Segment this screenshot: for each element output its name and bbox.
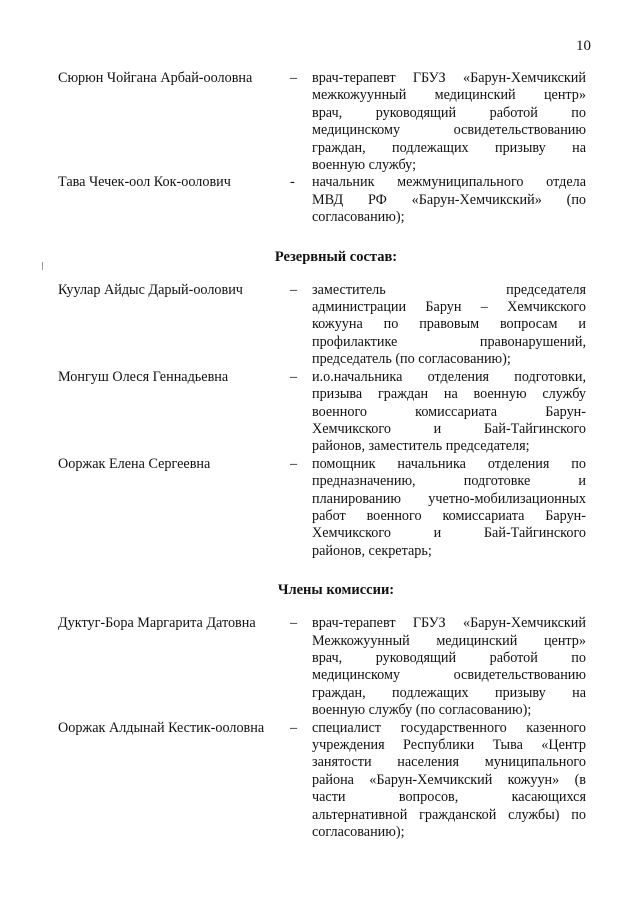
position-line: администрации Барун – Хемчикского [312, 299, 586, 316]
member-position [312, 369, 586, 456]
member-position [312, 615, 586, 719]
member-position [312, 70, 586, 174]
member-entry [58, 720, 586, 842]
position-line: медицинскому освидетельствованию [312, 667, 586, 684]
dash-separator: – [290, 281, 298, 298]
member-name: Сюрюн Чойгана Арбай-ооловна [58, 70, 253, 86]
member-name: Дуктуг-Бора Маргарита Датовна [58, 615, 256, 632]
member-entry [58, 282, 586, 369]
page-number: 10 [576, 38, 591, 54]
position-line: согласованию); [312, 824, 405, 841]
reserve-section-title: Резервный состав: [274, 248, 398, 265]
member-entry [58, 70, 586, 174]
position-line: помощник начальника отделения по [312, 455, 586, 472]
position-line: учреждения Республики Тыва «Центр [312, 737, 586, 753]
members-section-title: Члены комиссии: [277, 582, 395, 599]
member-entry [58, 456, 586, 560]
member-entry [58, 369, 586, 456]
member-name: Тава Чечек-оол Кок-оолович [58, 174, 231, 191]
member-name: Ооржак Алдынай Кестик-ооловна [58, 719, 265, 736]
position-line: военную службу; [312, 157, 417, 174]
member-name: Куулар Айдыс Дарый-оолович [58, 281, 243, 298]
position-line: врач, руководящий работой по [312, 649, 586, 666]
position-line: планированию учетно-мобилизационных [312, 490, 586, 507]
member-position [312, 456, 586, 560]
dash-separator: – [290, 455, 298, 472]
position-line: занятости населения муниципального [312, 754, 586, 771]
member-entry [58, 615, 586, 719]
position-line: врач-терапевт ГБУЗ «Барун-Хемчикский [312, 615, 586, 632]
position-line: председатель (по согласованию); [312, 351, 511, 368]
position-line: Хемчикского и Бай-Тайгинского [312, 420, 586, 437]
position-line: Хемчикского и Бай-Тайгинского [312, 525, 586, 542]
position-line: военного комиссариата Барун- [312, 403, 586, 420]
member-name: Ооржак Елена Сергеевна [58, 455, 211, 472]
position-line: согласованию); [312, 209, 405, 226]
position-line: работ военного комиссариата Барун- [312, 507, 586, 524]
dash-separator: – [290, 615, 298, 632]
dash-separator: – [290, 368, 298, 385]
position-line: межкожуунный медицинский центр» [312, 87, 586, 104]
position-line: специалист государственного казенного [312, 719, 586, 736]
commission-main-list [58, 70, 586, 227]
position-line: части вопросов, касающихся [312, 789, 586, 806]
position-line: призыва граждан на военную службу [312, 386, 586, 403]
position-line: МВД РФ «Барун-Хемчикский» (по [312, 191, 586, 208]
scan-mark [42, 262, 43, 270]
member-position [312, 720, 586, 842]
reserve-members-list [58, 282, 586, 561]
position-line: районов, секретарь; [312, 542, 432, 559]
position-line: профилактике правонарушений, [312, 333, 586, 350]
dash-separator: - [290, 174, 295, 191]
document-body [58, 70, 586, 841]
position-line: врач-терапевт ГБУЗ «Барун-Хемчикский [312, 70, 586, 86]
dash-separator: – [290, 70, 298, 86]
position-line: предназначению, подготовке и [312, 473, 586, 490]
member-name: Монгуш Олеся Геннадьевна [58, 368, 229, 385]
member-position [312, 282, 586, 369]
commission-members-list [58, 615, 586, 841]
position-line: врач, руководящий работой по [312, 104, 586, 121]
position-line: начальник межмуниципального отдела [312, 174, 586, 191]
position-line: альтернативной гражданской службы) по [312, 806, 586, 823]
member-entry [58, 174, 586, 226]
position-line: военную службу (по согласованию); [312, 702, 532, 719]
member-position [312, 174, 586, 226]
position-line: граждан, подлежащих призыву на [312, 139, 586, 156]
position-line: и.о.начальника отделения подготовки, [312, 368, 586, 385]
position-line: района «Барун-Хемчикский кожуун» (в [312, 771, 586, 788]
position-line: Межкожуунный медицинский центр» [312, 632, 586, 649]
position-line: медицинскому освидетельствованию [312, 122, 586, 139]
position-line: районов, заместитель председателя; [312, 438, 530, 455]
dash-separator: – [290, 719, 298, 736]
position-line: граждан, подлежащих призыву на [312, 684, 586, 701]
position-line: заместитель председателя [312, 281, 586, 298]
position-line: кожууна по правовым вопросам и [312, 316, 586, 333]
